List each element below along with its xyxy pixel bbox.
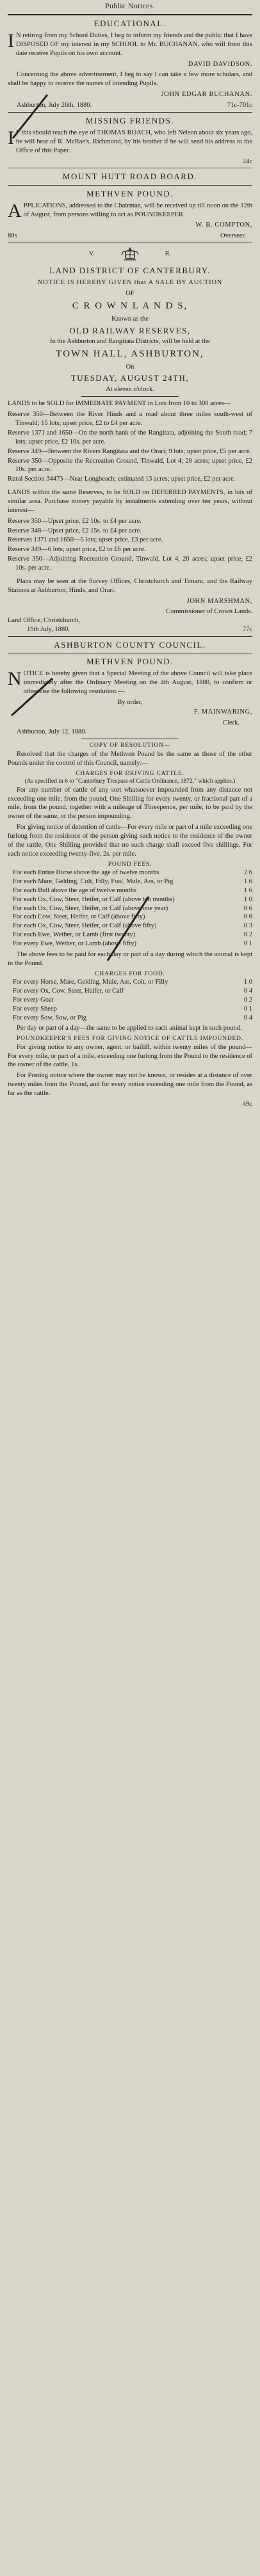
land-footer: 19th July, 1880. 77c: [27, 626, 252, 634]
county-heading: ASHBURTON COUNTY COUNCIL.: [54, 640, 206, 650]
table-row: For every Horse, Mare, Gelding, Mule, Ass, Colt, or Filly 1 0: [13, 979, 252, 986]
list-item: Reserve 348—Upset price, £2 15s. to £4 per acre.: [8, 527, 142, 534]
land-office: Land Office, Christchurch,: [8, 617, 80, 625]
table-row: For every Sow, Sow, or Pig 0 4: [13, 1014, 252, 1021]
divider: [8, 14, 252, 15]
list-item: Reserve 350—Between the River Hinds and a road about three miles south-west of Tinwald; 15 lots; upset price, £2 to £4 per acre.: [8, 411, 252, 428]
deferred-list: [8, 517, 252, 573]
land-heading: LAND DISTRICT OF CANTERBURY.: [49, 266, 211, 276]
immediate-title: LANDS to be SOLD for IMMEDIATE PAYMENT in Lots from 10 to 300 acres—: [8, 400, 231, 408]
methven2-signature-role: Clerk.: [223, 719, 240, 726]
missing-body: I F this should reach the eye of THOMAS ROACH, who left Nelson about six years ago, he will hear of R. McRae's, Richmond, by his brother if he will send his address to the Office of this Paper.: [8, 127, 252, 154]
methven2-notice-block: [8, 669, 252, 696]
land-reserves: OLD RAILWAY RESERVES,: [69, 325, 191, 335]
land-of: OF: [126, 290, 134, 298]
land-on: On: [126, 363, 134, 371]
land-crown: C R O W N L A N D S,: [72, 301, 188, 312]
list-item: Reserve 350—Opposite the Recreation Ground, Tinwald, Lot 4; 20 acres; upset price, £2 10s. per acre.: [8, 457, 252, 474]
list-item: Reserve 350—Adjoining Recreation Ground, Tinwald, Lot 4, 20 acres; upset price, £2 10s. per acre.: [8, 556, 252, 572]
drop-cap: I: [8, 127, 14, 149]
royal-crest-row: [8, 246, 252, 262]
methven-footer: 80s Overseer.: [8, 232, 246, 240]
methven2-body: NOTICE is hereby given that a Special Meeting of the above Council will take place immediately after the Ordinary Meeting on the 4th August, 1880, to confirm or otherwise the following resolution:—: [8, 668, 252, 696]
land-signature-role: Commissioner of Crown Lands.: [166, 608, 252, 616]
table-row: For every Goat 0 2: [13, 996, 252, 1004]
list-item: Reserves 1371 and 1650—5 lots; upset price, £3 per acre.: [8, 536, 163, 544]
drop-cap: A: [8, 200, 22, 221]
methven2-dateline: Ashburton, July 12, 1880.: [17, 728, 87, 735]
land-in-line: In the Ashburton and Rangitata Districts, will be held at the: [50, 337, 210, 345]
table-row: For each Ox, Cow, Steer, Heifer, or Calf (above one year) 0 6: [13, 904, 252, 912]
food-charges-table: [8, 978, 252, 1022]
divider: [8, 185, 252, 186]
methven2-signature: F. MAINWARING,: [193, 708, 252, 716]
educational-signature-2: JOHN EDGAR BUCHANAN.: [161, 91, 252, 99]
table-row: For each Ox, Cow, Steer, Heifer, or Calf (above fifty) 0 3: [13, 922, 252, 930]
poundkeeper-heading: POUNDKEEPER'S FEES FOR GIVING NOTICE OF CATTLE IMPOUNDED.: [17, 1036, 243, 1043]
table-row: For each Ox, Cow, Steer, Heifer, or Calf (above ten months) 1 0: [13, 895, 252, 903]
educational-footer: Ashburton, July 26th, 1880. 71c-701c: [17, 102, 252, 109]
list-item: Reserve 349—Between the Rivers Rangitata and the Orari; 9 lots; upset price, £5 per acre.: [8, 447, 252, 455]
poundkeeper-body: For giving notice to any owner, agent, or bailiff, within twenty miles of the pound—For every mile, or part of a mile, exceeding one furlong from the Pound to the residence of the owner of the cattle, 1s.: [8, 1043, 252, 1069]
table-row: For each Cow, Steer, Heifer, or Calf (above fifty) 0 6: [13, 913, 252, 921]
land-date: TUESDAY, AUGUST 24TH,: [70, 373, 190, 383]
land-town-hall: TOWN HALL, ASHBURTON,: [56, 348, 204, 359]
crest-icon: [120, 246, 140, 262]
section-title: Public Notices.: [105, 1, 155, 10]
educational-body: I N retiring from my School Duties, I beg to inform my friends and the public that I have DISPOSED OF my interest in my SCHOOL to Mr. BUCHANAN, who will from this date receive Pupils on his own account.: [8, 29, 252, 57]
educational-addendum: [8, 70, 252, 88]
educational-body-2: Concerning the above advertisement, I beg to say I can take a few more scholars, and shall be happy to receive the names of intending Pupils.: [8, 71, 252, 88]
detention-body: For giving notice of detention of cattle—For every mile or part of a mile exceeding one furlong from the residence of the person giving such notice to the residence of the owner of the cattle, One Shilling provided that no such charge shall exceed five shillings. For each notice exceeding twenty-five, 2s. per mile.: [8, 824, 252, 858]
driving-heading: CHARGES FOR DRIVING CATTLE.: [76, 770, 184, 777]
missing-ref: 24c: [242, 157, 252, 165]
list-item: Reserve 1371 and 1650—On the north bank of the Rangitata, adjoining the South road; 7 lots; upset price, £2 10s. per acre.: [8, 429, 252, 445]
methven-heading: METHVEN POUND.: [86, 188, 174, 198]
table-row: For every Ox, Cow, Steer, Heifer, or Calf 0 4: [13, 987, 252, 995]
educational-notice: [8, 18, 252, 110]
immediate-list: [8, 410, 252, 484]
crown-lands-notice: [8, 265, 252, 634]
deferred-title: LANDS within the same Reserves, to be SOLD on DEFERRED PAYMENTS, in lots of similar area. Purchase money payable by instalments extending over ten years, without interest—: [8, 489, 252, 514]
table-row: For each Mare, Gelding, Colt, Filly, Foal, Mule, Ass, or Pig 1 6: [13, 877, 252, 885]
table-row: For each Bull above the age of twelve months 1 6: [13, 886, 252, 894]
land-known-as: Known as the: [111, 315, 149, 323]
divider: [8, 112, 252, 113]
resolution-text: Resolved that the charges of the Methven Pound be the same as those of the other Pounds under the control of this Council, namely:—: [8, 750, 252, 767]
posting-body: For Posting notice where the owner may not be known, or resides at a distance of over twenty miles from the Pound, and for every notice exceeding one mile from the Pound, as far as the cattle.: [8, 1072, 252, 1098]
drop-cap: N: [8, 668, 22, 690]
methven-pound-resolution: [8, 656, 252, 1109]
table-row: For each Ewe, Wether, or Lamb (first twenty) 0 2: [13, 931, 252, 939]
table-row: For each Entire Horse above the age of twelve months 2 6: [13, 869, 252, 877]
methven-signature: W. B. COMPTON,: [195, 221, 252, 229]
methven-body: APPLICATIONS, addressed to the Chairman, will be received up till noon on the 12th of August, from persons willing to act as POUNDKEEPER.: [8, 200, 252, 221]
food-note: Per day or part of a day—the same to be applied to each animal kept in such pound.: [17, 1025, 242, 1032]
fees-heading: POUND FEES.: [108, 861, 152, 868]
methven2-ref: 49c: [242, 1100, 252, 1108]
missing-heading: MISSING FRIENDS.: [85, 115, 175, 125]
mount-hutt-heading: MOUNT HUTT ROAD BOARD.: [62, 172, 198, 182]
land-notice: NOTICE IS HEREBY GIVEN that A SALE BY AUCTION: [37, 279, 223, 287]
educational-heading: EDUCATIONAL.: [93, 18, 167, 28]
pound-fees-table: [8, 868, 252, 948]
crest-letter-right: R.: [165, 250, 172, 258]
educational-signature: DAVID DAVIDSON.: [188, 60, 252, 68]
list-item: Reserve 349—6 lots; upset price, £2 to £6 per acre.: [8, 546, 146, 554]
crest-letter-left: V.: [88, 250, 95, 258]
divider: [8, 636, 252, 637]
missing-friends-notice: [8, 115, 252, 166]
list-item: Reserve 350—Upset price, £2 10s. to £4 per acre.: [8, 517, 142, 525]
methven-pound-notice: [8, 188, 252, 241]
land-plans: Plans may be seen at the Survey Offices, Christchurch and Timaru, and the Railway Stations at Ashburton, Hinds, and Orari.: [8, 577, 252, 594]
copy-heading: COPY OF RESOLUTION—: [89, 742, 171, 749]
food-heading: CHARGES FOR FOOD.: [95, 970, 165, 977]
divider: [81, 396, 179, 397]
drop-cap: I: [8, 29, 14, 51]
fees-note: The above fees to be paid for each day or part of a day during which the animal is kept in the Pound.: [8, 950, 252, 967]
table-row: For every Sheep 0 1: [13, 1005, 252, 1012]
driving-body: For any number of cattle of any sort whatsoever impounded from any distance not exceeding one mile, from the pound, One Shilling for every twenty, or fractional part of a mile, from the pound, together with a mileage of Threepence, per mile, to be paid by the owner of the same, or the person impounding.: [8, 786, 252, 820]
driving-subheading: (As specified in 6 to "Canterbury Trespass of Cattle Ordinance, 1872," which applies.): [24, 778, 236, 785]
list-item: Rural Section 34473—Near Longbeach; estimated 13 acres; upset price, £2 per acre.: [8, 476, 236, 483]
methven2-heading: METHVEN POUND.: [86, 657, 174, 667]
table-row: For every Ewe, Wether, or Lamb (above fifty) 0 1: [13, 940, 252, 947]
methven2-byorder: By order,: [117, 698, 143, 706]
newspaper-column: [0, 0, 260, 1109]
land-signature: JOHN MARSHMAN,: [186, 597, 252, 605]
land-time: At eleven o'clock.: [106, 385, 154, 393]
